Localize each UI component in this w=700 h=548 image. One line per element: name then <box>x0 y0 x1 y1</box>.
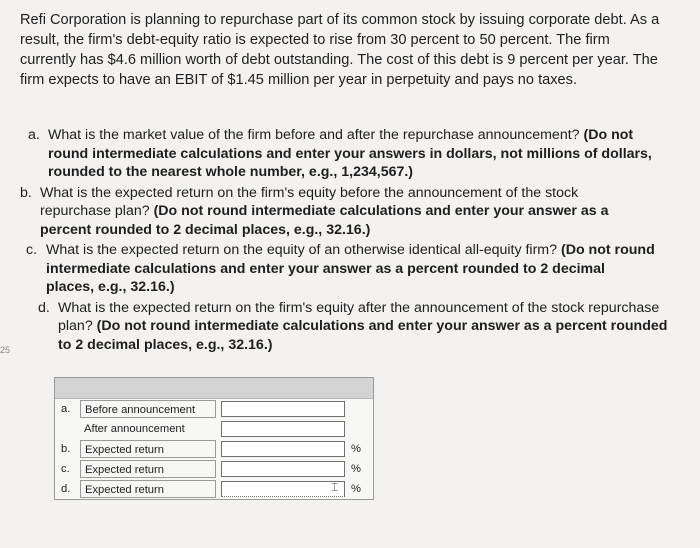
table-row <box>55 439 373 459</box>
table-row <box>55 479 373 499</box>
question-letter: c. <box>26 242 38 258</box>
percent-unit: % <box>351 443 361 455</box>
question-text: What is the expected return on the firm's equity before the announcement of the stock repurchase plan? <box>40 184 579 219</box>
row-label: Expected return <box>80 460 216 478</box>
margin-number: 25 <box>0 345 11 355</box>
question-c <box>26 241 656 297</box>
problem-intro: Refi Corporation is planning to repurchase part of its common stock by issuing corporate debt. As a result, the firm's debt-equity ratio is expected to rise from 30 percent to 50 percent. The firm currently has $4.6 million worth of debt outstanding. The cost of this debt is 9 percent per year. The firm expects to have an EBIT of $1.45 million per year in perpetuity and pays no taxes. <box>20 12 660 88</box>
question-instructions: (Do not round intermediate calculations and enter your answers in dollars, not millions of dollars, rounded to the nearest whole number, e.g., 1,234,567.) <box>48 127 652 180</box>
percent-unit: % <box>351 463 361 475</box>
table-row <box>55 419 373 439</box>
question-b <box>20 184 650 240</box>
expected-return-b-input[interactable] <box>221 441 345 457</box>
question-instructions: (Do not round intermediate calculations and enter your answer as a percent rounded to 2 decimal places, e.g., 32.16.) <box>46 242 655 295</box>
row-letter: a. <box>61 403 71 415</box>
question-d <box>38 299 668 355</box>
row-label: Expected return <box>80 440 216 458</box>
question-list <box>20 126 668 356</box>
table-row <box>55 399 373 419</box>
question-instructions: (Do not round intermediate calculations and enter your answer as a percent rounded to 2 decimal places, e.g., 32.16.) <box>58 318 668 353</box>
row-letter: d. <box>61 483 71 495</box>
question-a <box>28 126 658 182</box>
question-text: What is the market value of the firm before and after the repurchase announcement? <box>48 127 584 143</box>
question-letter: d. <box>38 299 50 316</box>
question-letter: b. <box>20 184 32 201</box>
percent-unit: % <box>351 483 361 495</box>
question-text: What is the expected return on the firm's equity after the announcement of the stock repurchase plan? <box>58 299 660 334</box>
question-text: What is the expected return on the equity of an otherwise identical all-equity firm? <box>46 242 561 258</box>
row-label: Expected return <box>80 480 216 498</box>
table-header <box>55 378 373 399</box>
question-instructions: (Do not round intermediate calculations and enter your answer as a percent rounded to 2 decimal places, e.g., 32.16.) <box>40 203 609 238</box>
expected-return-d-input[interactable] <box>221 481 345 497</box>
row-label: After announcement <box>84 423 185 435</box>
answer-table <box>54 377 374 500</box>
row-letter: b. <box>61 443 71 455</box>
text-cursor-icon: ⌶ <box>331 480 339 494</box>
table-row <box>55 459 373 479</box>
before-announcement-input[interactable] <box>221 401 345 417</box>
after-announcement-input[interactable] <box>221 421 345 437</box>
row-letter: c. <box>61 463 70 475</box>
row-label: Before announcement <box>80 400 216 418</box>
expected-return-c-input[interactable] <box>221 461 345 477</box>
question-letter: a. <box>28 127 40 143</box>
